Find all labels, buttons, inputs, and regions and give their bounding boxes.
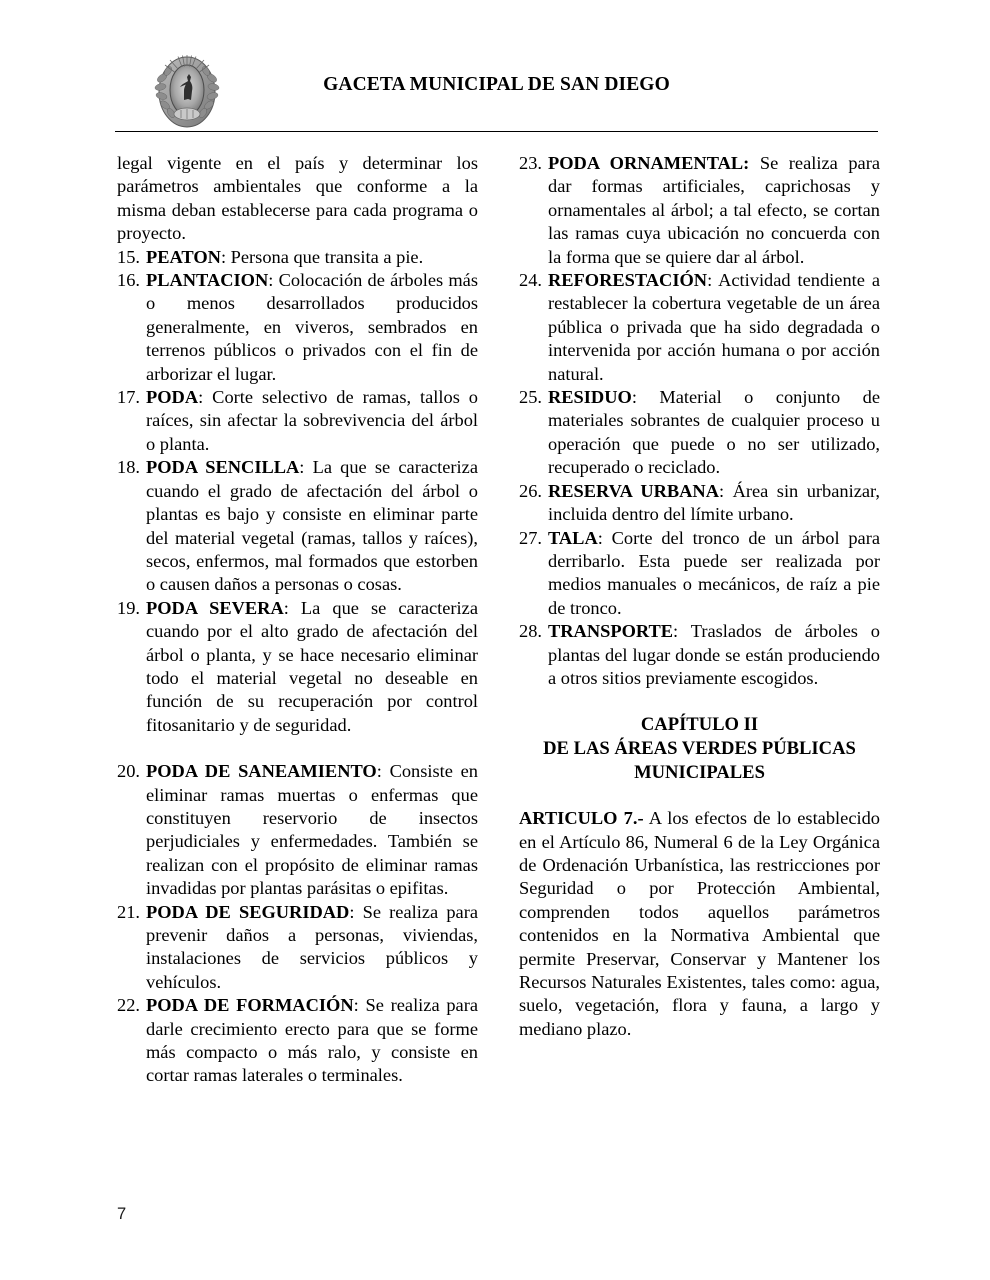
list-item-number: 23. bbox=[519, 153, 542, 173]
chapter-heading-line-2: DE LAS ÁREAS VERDES PÚBLICAS bbox=[543, 737, 856, 759]
list-item-text: Colocación de árboles más o menos desarrollados producidos generalmente, en viveros, sembrados en terrenos públicos o privados con el fin de arborizar el lugar. bbox=[146, 270, 478, 384]
list-item-term: PODA bbox=[146, 387, 199, 408]
list-item-term-punct: : bbox=[597, 527, 603, 548]
list-item-text: Se realiza para darle crecimiento erecto para que se forme más compacto o más ralo, y consiste en cortar ramas laterales o terminales. bbox=[146, 995, 478, 1086]
page-number: 7 bbox=[117, 1205, 127, 1223]
article-paragraph bbox=[519, 807, 880, 1041]
list-item-term: PODA ORNAMENTAL: bbox=[548, 153, 750, 173]
list-item-term-punct: : bbox=[268, 270, 274, 291]
list-item-number: 25. bbox=[519, 387, 542, 408]
list-item bbox=[117, 386, 478, 456]
list-item-text: Actividad tendiente a restablecer la cobertura vegetable de un área pública o privada que ha sido degradada o intervenida por acción humana o por acción natural. bbox=[548, 270, 880, 384]
list-item-number: 17. bbox=[117, 387, 140, 408]
list-item-number: 15. bbox=[117, 246, 140, 267]
list-item-term-punct: : bbox=[220, 246, 227, 267]
chapter-heading-line-1: CAPÍTULO II bbox=[640, 714, 759, 736]
list-item bbox=[519, 269, 880, 386]
left-column bbox=[117, 152, 478, 1088]
list-item-term-punct: : bbox=[631, 387, 637, 408]
list-item-term-punct: : bbox=[376, 761, 382, 782]
list-item-term: TALA bbox=[548, 527, 598, 548]
list-item bbox=[519, 480, 880, 527]
list-item-text: Se realiza para prevenir daños a personas, viviendas, instalaciones de servicios públicos y vehículos. bbox=[146, 901, 478, 992]
section-spacer bbox=[519, 690, 880, 713]
list-item bbox=[117, 901, 478, 995]
page-header bbox=[115, 48, 878, 130]
list-item-number: 20. bbox=[117, 761, 140, 782]
list-item-text: Consiste en eliminar ramas muertas o enfermas que constituyen reservorio de insectos perjudiciales y enfermedades. También se realizan con el propósito de eliminar ramas invadidas por plantas parásitas o epifitas. bbox=[146, 761, 478, 899]
article-body: A los efectos de lo establecido en el Artículo 86, Numeral 6 de la Ley Orgánica de Ordenación Urbanística, las restricciones por Seguridad o por Protección Ambiental, comprenden todos aquellos parámetros contenidos en la Normativa Ambiental que permite Preservar, Conservar y Mantener los Recursos Naturales Existentes, tales como: agua, suelo, vegetación, flora y fauna, a largo y mediano plazo. bbox=[519, 808, 880, 1039]
list-item-term: PODA DE FORMACIÓN bbox=[146, 995, 354, 1016]
list-item-text: Corte selectivo de ramas, tallos o raíces, sin afectar la sobrevivencia del árbol o planta. bbox=[146, 387, 478, 454]
list-item bbox=[117, 456, 478, 596]
article-label: ARTICULO 7.- bbox=[519, 808, 644, 829]
list-item-number: 22. bbox=[117, 995, 140, 1016]
chapter-heading bbox=[519, 713, 880, 784]
list-item bbox=[117, 760, 478, 900]
list-item-term-punct: : bbox=[198, 387, 204, 408]
right-column bbox=[519, 152, 880, 1041]
header-divider bbox=[115, 131, 878, 132]
paragraph-spacer bbox=[117, 737, 478, 760]
list-item-number: 28. bbox=[519, 621, 542, 642]
list-item-term: PLANTACION bbox=[146, 270, 269, 291]
list-item-term-punct: : bbox=[673, 621, 679, 642]
list-item-term: RESIDUO bbox=[548, 387, 632, 408]
list-item-term-punct: : bbox=[707, 270, 713, 291]
list-item bbox=[519, 386, 880, 480]
list-item-number: 16. bbox=[117, 270, 140, 291]
continued-paragraph: legal vigente en el país y determinar los parámetros ambientales que conforme a la misma deban establecerse para cada programa o proyecto. bbox=[117, 153, 478, 244]
list-item-text: Material o conjunto de materiales sobrantes de cualquier proceso u operación que puede o no ser utilizado, recuperado o reciclado. bbox=[548, 387, 880, 478]
list-item bbox=[519, 152, 880, 269]
list-item bbox=[117, 994, 478, 1088]
list-item-text: La que se caracteriza cuando por el alto grado de afectación del árbol o planta, y se hace necesario eliminar todo el material vegetal no deseable en función de su recuperación por control fitosanitario y de seguridad. bbox=[146, 597, 478, 735]
list-item-term: PODA DE SANEAMIENTO bbox=[146, 761, 377, 782]
list-item-number: 27. bbox=[519, 527, 542, 548]
list-item-text: Corte del tronco de un árbol para derribarlo. Esta puede ser realizada por medios manuales o mecánicos, de raíz a pie de tronco. bbox=[548, 527, 880, 618]
list-item-term: PODA DE SEGURIDAD bbox=[146, 901, 350, 922]
list-item-term-punct: : bbox=[349, 901, 355, 922]
list-item-term-punct: : bbox=[353, 995, 359, 1016]
list-item bbox=[117, 246, 478, 269]
list-item-text: Persona que transita a pie. bbox=[226, 246, 424, 267]
list-item-text: La que se caracteriza cuando el grado de afectación del árbol o plantas es bajo y consiste en eliminar parte del material vegetal (ramas, tallos y raíces), secos, enfermos, mal formados que estorben o causen daños a personas o cosas. bbox=[146, 457, 478, 595]
list-item-number: 19. bbox=[117, 597, 140, 618]
list-item-text: Traslados de árboles o plantas del lugar donde se están produciendo a otros sitios previamente escogidos. bbox=[548, 621, 880, 688]
list-item-term-punct: : bbox=[299, 457, 305, 478]
list-item-term: RESERVA URBANA bbox=[548, 480, 719, 501]
list-item-term: PODA SEVERA bbox=[146, 597, 284, 618]
list-item bbox=[117, 597, 478, 737]
list-item-term: PEATON bbox=[146, 246, 221, 267]
article-spacer bbox=[519, 784, 880, 807]
list-item-term: PODA SENCILLA bbox=[146, 457, 300, 478]
list-item bbox=[117, 269, 478, 386]
list-item-number: 18. bbox=[117, 457, 140, 478]
list-item-term-punct: : bbox=[283, 597, 289, 618]
list-item-term: REFORESTACIÓN bbox=[548, 270, 708, 291]
list-item-number: 24. bbox=[519, 270, 542, 291]
list-item-text: Se realiza para dar formas artificiales, caprichosas y ornamentales al árbol; a tal efecto, se cortan las ramas cuya ubicación no concuerda con la forma que se quiere dar al árbol. bbox=[548, 153, 880, 267]
list-item-number: 21. bbox=[117, 901, 140, 922]
list-item bbox=[519, 527, 880, 621]
list-item-number: 26. bbox=[519, 480, 542, 501]
list-item bbox=[519, 620, 880, 690]
page-title: GACETA MUNICIPAL DE SAN DIEGO bbox=[323, 74, 670, 95]
chapter-heading-line-3: MUNICIPALES bbox=[634, 761, 765, 783]
list-item-term-punct: : bbox=[719, 480, 725, 501]
list-item-text: Área sin urbanizar, incluida dentro del límite urbano. bbox=[548, 480, 881, 525]
list-item-term: TRANSPORTE bbox=[548, 621, 674, 642]
